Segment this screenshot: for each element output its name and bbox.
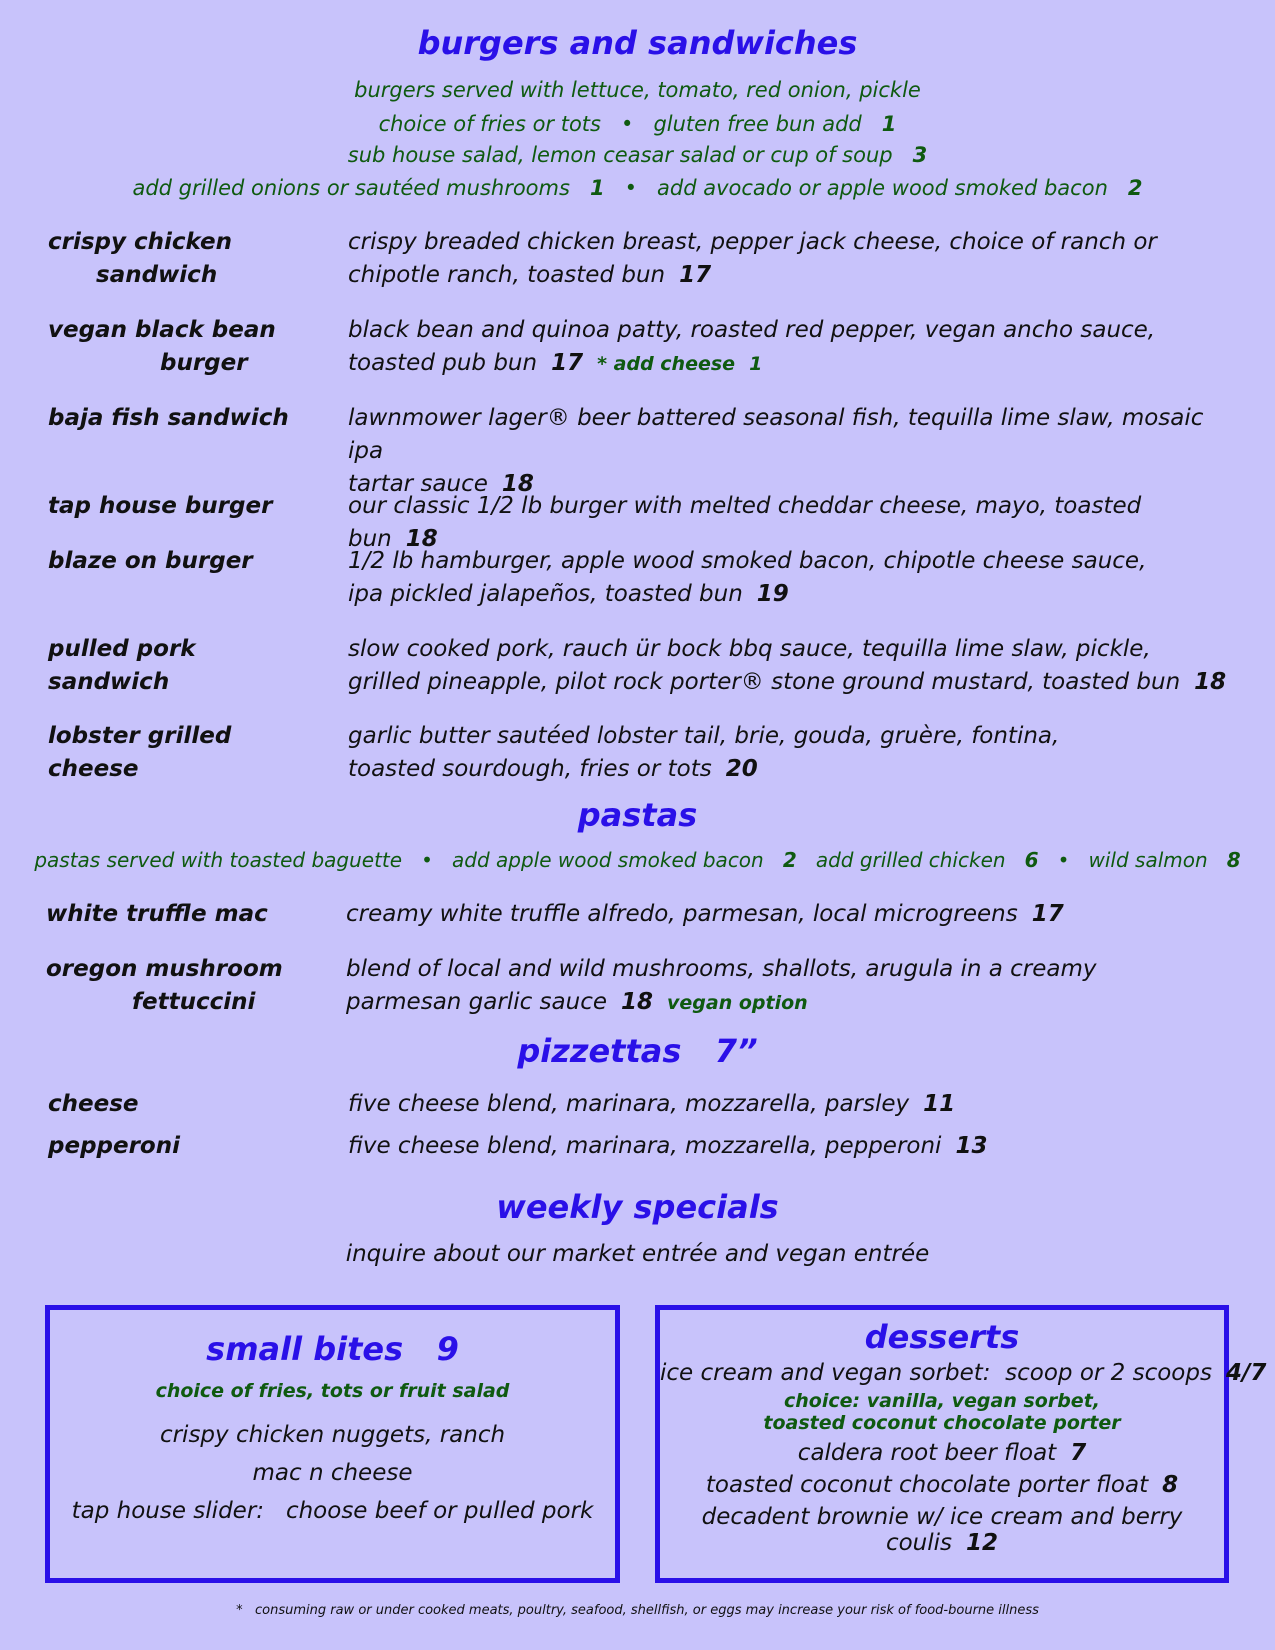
burgers-note-4 [0,176,1275,200]
small-bites-note: choice of fries, tots or fruit salad [155,1380,510,1402]
item-name: pepperoni [48,1133,180,1159]
item-desc-line2 [346,986,1226,1020]
item-description [348,314,1228,381]
dessert-item [660,1504,1224,1556]
item-price: 17 [679,262,712,288]
note-price: 6 [1024,848,1039,872]
burgers-note-2 [0,112,1275,136]
item-name: lobster grilled cheese [48,723,232,782]
item-price: 20 [725,756,758,782]
dessert-text: toasted coconut chocolate porter float [705,1472,1149,1498]
item-desc-line2 [348,753,1228,786]
item-desc-text: our classic 1/2 lb burger with melted cheddar cheese, mayo, toasted bun [348,493,1142,552]
section-title-burgers: burgers and sandwiches [417,24,858,62]
desserts-title: desserts [864,1318,1020,1356]
item-desc-text: toasted pub bun [348,350,538,376]
bullet: • [1057,848,1070,872]
item-description [348,1088,1228,1121]
item-desc-line1 [348,1130,1228,1163]
item-name: cheese [48,1091,139,1117]
item-desc-line2 [348,578,1228,611]
item-name: tap house burger [48,493,273,519]
item-name [48,226,318,292]
bullet: • [624,176,637,200]
item-desc-text: ipa pickled jalapeños, toasted bun [348,581,743,607]
item-description [346,898,1226,931]
item-name-line1: oregon mushroom [46,956,283,982]
item-desc-line1: garlic butter sautéed lobster tail, brie, gouda, gruère, fontina, [348,723,1060,749]
item-price: 18 [501,471,534,497]
item-price: 17 [1031,901,1064,927]
item-desc-line1: black bean and quinoa patty, roasted red pepper, vegan ancho sauce, [348,317,1156,343]
note-price: 1 [589,176,605,200]
item-name-line2: fettuccini [132,989,256,1015]
footer-disclaimer: * consuming raw or under cooked meats, poultry, seafood, shellfish, or eggs may increase your risk of food-bourne illness [236,1603,1039,1618]
item-desc-text: tartar sauce [348,471,488,497]
item-name: baja fish sandwich [48,405,289,431]
note-grilled-onions: add grilled onions or sautéed mushrooms [132,176,570,200]
dessert-item [660,1472,1224,1498]
item-description [346,953,1226,1020]
small-bites-item: mac n cheese [252,1460,413,1486]
item-desc-line1: lawnmower lager® beer battered seasonal fish, tequilla lime slaw, mosaic ipa [348,405,1204,464]
small-bites-price: 9 [436,1330,459,1368]
dessert-item [660,1360,1267,1386]
vegan-option-note: vegan option [667,992,808,1014]
note-fries-tots: choice of fries or tots [378,112,601,136]
dessert-price: 7 [1070,1440,1087,1466]
dessert-price: 12 [966,1530,999,1556]
dessert-text: caldera root beer float [797,1440,1057,1466]
section-title-pizzettas [0,1032,1275,1070]
item-desc-text: grilled pineapple, pilot rock porter® stone ground mustard, toasted bun [348,669,1181,695]
dessert-item [660,1440,1224,1466]
item-description [348,402,1228,501]
item-price: 17 [551,350,584,376]
item-desc-text: five cheese blend, marinara, mozzarella, parsley [348,1091,910,1117]
item-desc-line2 [348,666,1228,699]
add-cheese-note: * add cheese [597,353,736,375]
note-chicken: add grilled chicken [815,848,1006,872]
item-price: 13 [955,1133,988,1159]
dessert-text: ice cream and vegan sorbet: scoop or 2 scoops [660,1360,1212,1386]
add-cheese-price: 1 [749,353,763,375]
note-price: 3 [912,143,928,167]
item-price: 11 [923,1091,956,1117]
item-description [348,545,1228,611]
note-price: 2 [1127,176,1143,200]
bullet: • [421,848,433,872]
item-price: 19 [756,581,789,607]
item-desc-line1 [348,1088,1228,1121]
burgers-note-1: burgers served with lettuce, tomato, red onion, pickle [354,78,921,102]
item-name: blaze on burger [48,548,253,574]
note-price: 2 [782,848,797,872]
small-bites-title-text: small bites [206,1330,404,1368]
item-name: pulled pork sandwich [48,636,196,695]
item-name-line1: vegan black bean [48,317,276,343]
note-avocado-bacon: add avocado or apple wood smoked bacon [657,176,1108,200]
note-baguette: pastas served with toasted baguette [34,848,403,872]
dessert-choice-line2: toasted coconut chocolate porter [763,1412,1121,1434]
item-desc-text: chipotle ranch, toasted bun [348,262,666,288]
item-desc-text: five cheese blend, marinara, mozzarella, pepperoni [348,1133,942,1159]
small-bites-title [50,1330,615,1368]
note-bacon: add apple wood smoked bacon [452,848,764,872]
desserts-box [655,1305,1267,1583]
item-desc-line1 [346,898,1226,931]
note-price: 1 [881,112,897,136]
item-description [348,226,1228,292]
note-salmon: wild salmon [1088,848,1208,872]
item-name [48,314,318,380]
item-name-line2: burger [160,350,248,376]
dessert-price: 4/7 [1225,1360,1267,1386]
item-description [348,720,1228,786]
small-bites-box [45,1305,620,1583]
item-desc-text: toasted sourdough, fries or tots [348,756,712,782]
dessert-price: 8 [1162,1472,1179,1498]
bullet: • [621,112,634,136]
item-name: white truffle mac [46,901,268,927]
item-desc-line1: blend of local and wild mushrooms, shallots, arugula in a creamy [346,956,1097,982]
section-title-pastas: pastas [577,796,698,834]
pizzettas-title-text: pizzettas [517,1032,682,1070]
item-description [348,633,1228,699]
note-sub-salad: sub house salad, lemon ceasar salad or cup of soup [347,143,893,167]
pastas-note [0,848,1275,872]
item-desc-line1: 1/2 lb hamburger, apple wood smoked bacon, chipotle cheese sauce, [348,548,1147,574]
burgers-note-3 [0,143,1275,167]
item-price: 18 [621,989,654,1015]
item-desc-line2 [348,259,1228,292]
item-name [46,953,316,1019]
item-name-line2: sandwich [96,262,218,288]
item-description [348,1130,1228,1163]
item-price: 18 [405,526,438,552]
pizzettas-size: 7” [714,1032,758,1070]
item-price: 18 [1194,669,1227,695]
note-gluten-free: gluten free bun add [653,112,862,136]
dessert-text: decadent brownie w/ ice cream and berry coulis [701,1504,1183,1556]
item-desc-text: creamy white truffle alfredo, parmesan, local microgreens [346,901,1018,927]
item-name-line1: crispy chicken [48,229,232,255]
item-desc-text: parmesan garlic sauce [346,989,608,1015]
small-bites-item: crispy chicken nuggets, ranch [159,1422,506,1448]
item-desc-line2 [348,347,1228,381]
dessert-choice-line1: choice: vanilla, vegan sorbet, [784,1390,1100,1412]
note-price: 8 [1226,848,1241,872]
item-desc-line1: slow cooked pork, rauch ür bock bbq sauce, tequilla lime slaw, pickle, [348,636,1151,662]
small-bites-item: tap house slider: choose beef or pulled pork [71,1498,594,1524]
item-desc-line1: crispy breaded chicken breast, pepper jack cheese, choice of ranch or [348,229,1157,255]
section-title-weekly-specials: weekly specials [496,1188,779,1226]
specials-note: inquire about our market entrée and vegan entrée [345,1241,930,1267]
